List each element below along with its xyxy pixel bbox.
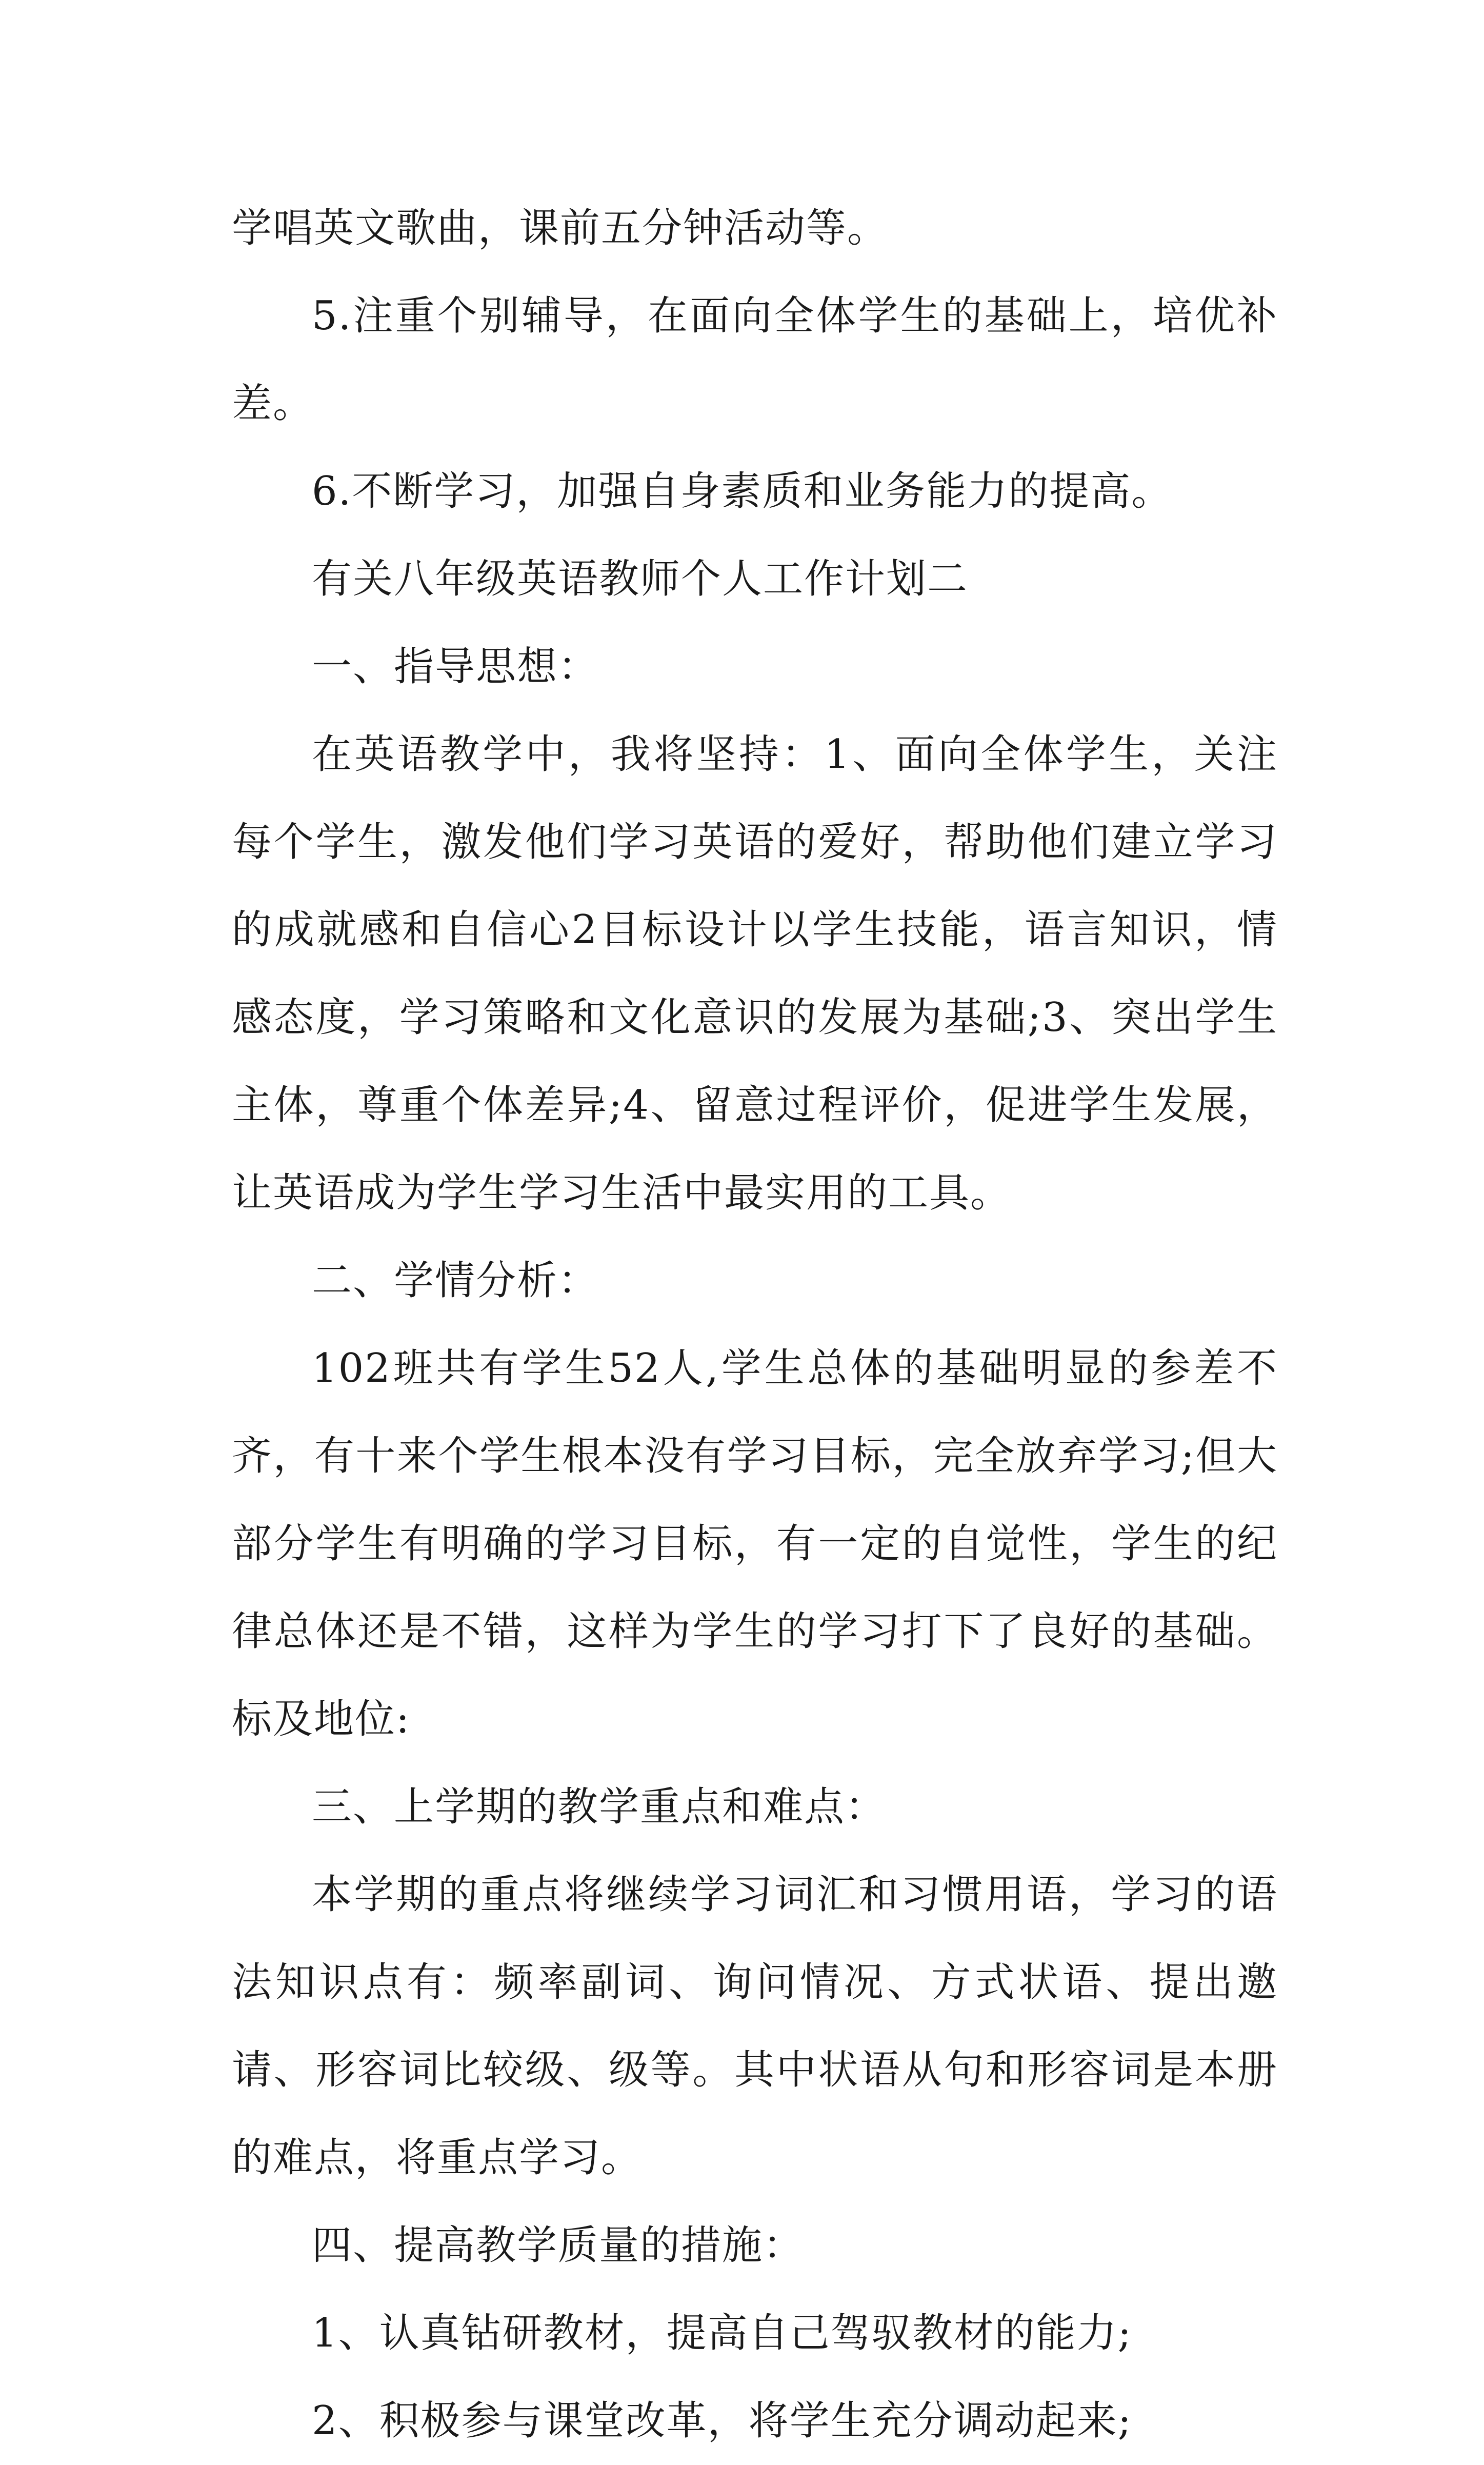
paragraph-measure-1: 1、认真钻研教材，提高自己驾驭教材的能力; [312, 2310, 1132, 2356]
paragraph-student-analysis: 102班共有学生52人,学生总体的基础明显的参差不齐，有十来个学生根本没有学习目标，完全放弃学习;但大部分学生有明确的学习目标，有一定的自觉性，学生的纪律总体还是不错，这样为学生的学习打下了良好的基础。标及地位: [232, 1345, 1278, 1742]
paragraph-continuation: 学唱英文歌曲，课前五分钟活动等。 [232, 205, 889, 251]
heading-student-analysis: 二、学情分析： [312, 1258, 599, 1304]
section-title: 有关八年级英语教师个人工作计划二 [312, 556, 969, 602]
heading-key-points: 三、上学期的教学重点和难点： [312, 1784, 887, 1830]
paragraph-measure-2: 2、积极参与课堂改革，将学生充分调动起来; [312, 2398, 1132, 2444]
paragraph-guiding-thought: 在英语教学中，我将坚持：1、面向全体学生，关注每个学生，激发他们学习英语的爱好，帮助他们建立学习的成就感和自信心2目标设计以学生技能，语言知识，情感态度，学习策略和文化意识的发展为基础;3、突出学生主体，尊重个体差异;4、留意过程评价，促进学生发展， 让英语成为学生学习生活中最实用的工具。 [232, 731, 1278, 1216]
paragraph-item-6: 6.不断学习，加强自身素质和业务能力的提高。 [312, 468, 1173, 514]
document-body [232, 185, 1278, 2465]
paragraph-key-points: 本学期的重点将继续学习词汇和习惯用语，学习的语法知识点有：频率副词、询问情况、方式状语、提出邀请、形容词比较级、级等。其中状语从句和形容词是本册的难点，将重点学习。 [232, 1872, 1278, 2181]
paragraph-item-5: 5.注重个别辅导，在面向全体学生的基础上，培优补差。 [232, 293, 1278, 427]
heading-guiding-thought: 一、指导思想： [312, 644, 599, 690]
heading-measures: 四、提高教学质量的措施： [312, 2222, 805, 2269]
